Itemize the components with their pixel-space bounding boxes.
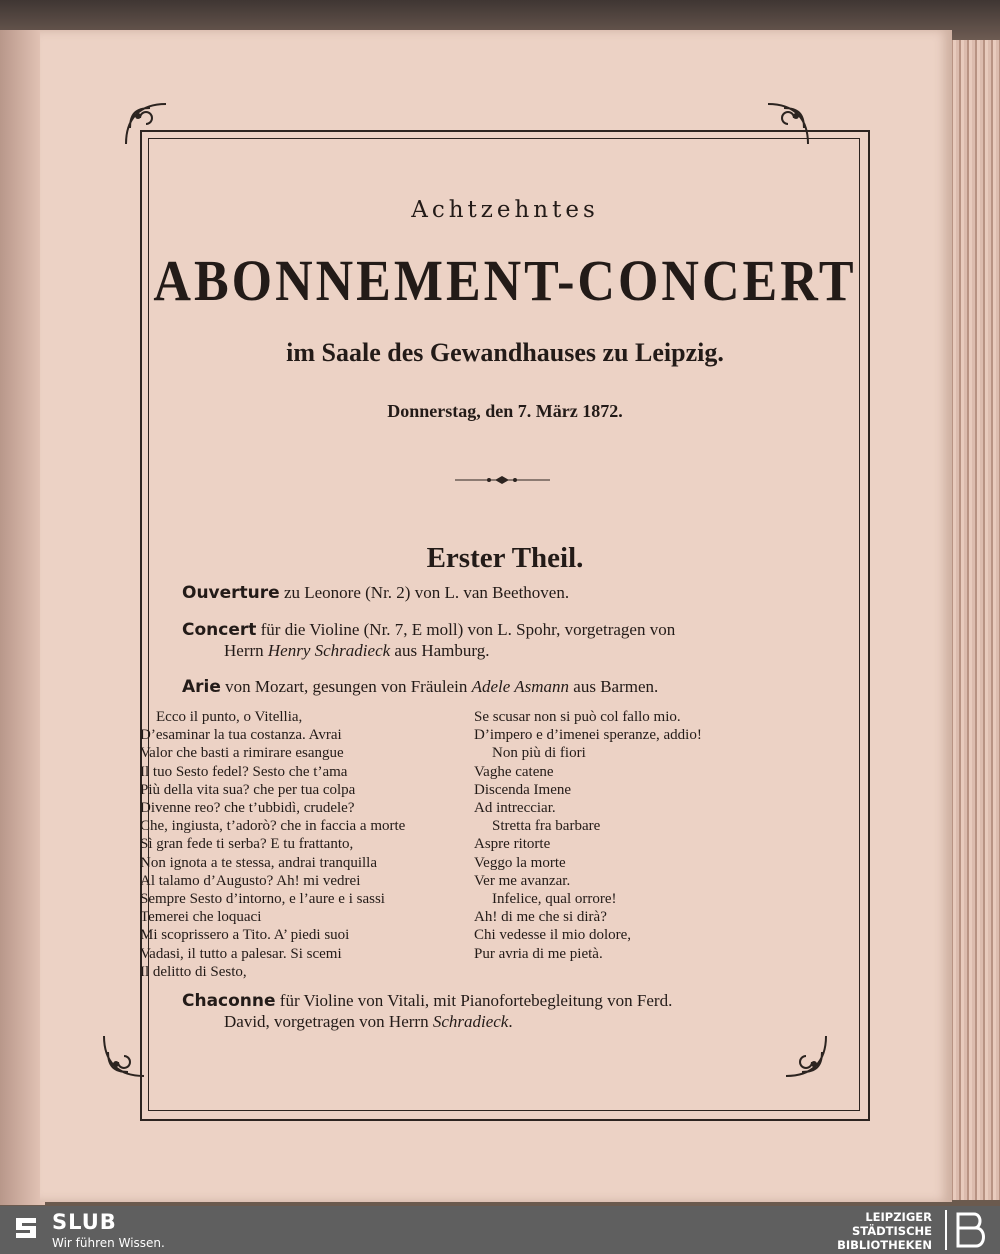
program-item-overture: Ouverture zu Leonore (Nr. 2) von L. van Beethoven. — [182, 583, 570, 603]
slub-slogan: Wir führen Wissen. — [52, 1236, 165, 1250]
item-title: Chaconne — [182, 991, 276, 1011]
program-item-concert-line2: Herrn Henry Schradieck aus Hamburg. — [224, 641, 490, 660]
slub-logo-icon[interactable] — [12, 1214, 40, 1242]
part-heading: Erster Theil. — [426, 542, 584, 574]
corner-ornament-icon — [762, 98, 814, 150]
divider-ornament-icon — [455, 474, 550, 486]
slub-name[interactable]: SLUB — [52, 1210, 117, 1234]
item-title: Arie — [182, 677, 221, 697]
scanned-page — [40, 30, 952, 1202]
corner-ornament-icon — [120, 98, 172, 150]
program-item-chaconne: Chaconne für Violine von Vitali, mit Pianofortebegleitung von Ferd. — [182, 991, 673, 1011]
title-small: Achtzehntes — [411, 197, 599, 223]
corner-ornament-icon — [98, 1030, 150, 1082]
title-main: ABONNEMENT-CONCERT — [153, 249, 857, 314]
library-logo-icon[interactable] — [944, 1208, 992, 1252]
program-item-concert: Concert für die Violine (Nr. 7, E moll) von L. Spohr, vorgetragen von — [182, 620, 676, 640]
lyrics-right-column: Se scusar non si può col fallo mio. D’impero e d’imenei speranze, addio! Non più di fiori Vaghe catene Discenda Imene Ad intrecciar. Stretta fra barbare Aspre ritorte Veggo la morte Ver me avanzar. Infelice, qual orrore! Ah! di me che si dirà? Chi vedesse il mio dolore, Pur avria di me pietà. — [474, 709, 702, 962]
viewer-footer-bar — [0, 1206, 1000, 1254]
program-item-aria: Arie von Mozart, gesungen von Fräulein Adele Asmann aus Barmen. — [182, 677, 659, 697]
program-item-chaconne-line2: David, vorgetragen von Herrn Schradieck. — [224, 1012, 513, 1031]
item-title: Ouverture — [182, 583, 280, 603]
corner-ornament-icon — [780, 1030, 832, 1082]
book-left-margin — [0, 30, 45, 1205]
lyrics-left-column: Ecco il punto, o Vitellia, D’esaminar la tua costanza. Avrai Valor che basti a rimirare esangue Il tuo Sesto fedel? Sesto che t’ama Più della vita sua? che per tua colpa Divenne reo? che t’ubbidì, crudele? Che, ingiusta, t’adorò? che in faccia a morte Sì gran fede ti serba? E tu frattanto, Non ignota a te stessa, andrai tranquilla Al talamo d’Augusto? Ah! mi vedrei Sempre Sesto d’intorno, e l’aure e i sassi Temerei che loquaci Mi scoprissero a Tito. A’ piedi suoi Vadasi, il tutto a palesar. Si scemi Il delitto di Sesto, — [140, 709, 406, 980]
library-name[interactable]: LEIPZIGER STÄDTISCHE BIBLIOTHEKEN — [837, 1210, 932, 1252]
concert-date: Donnerstag, den 7. März 1872. — [387, 401, 623, 421]
venue-subtitle: im Saale des Gewandhauses zu Leipzig. — [286, 338, 724, 367]
item-title: Concert — [182, 620, 257, 640]
